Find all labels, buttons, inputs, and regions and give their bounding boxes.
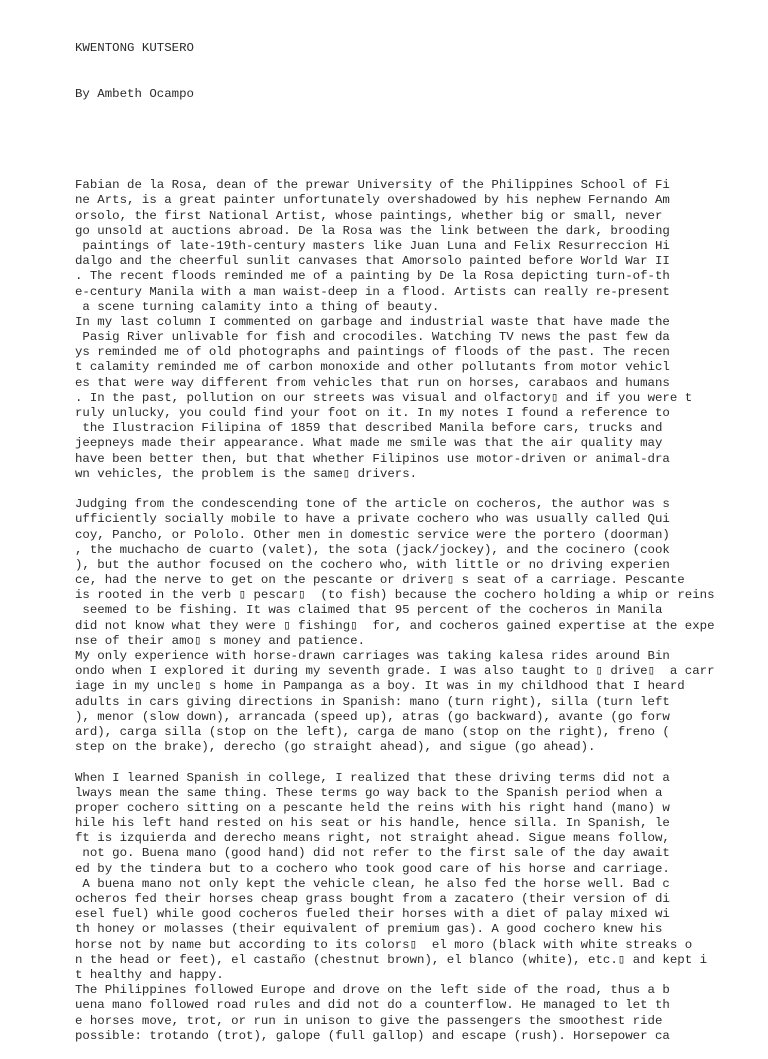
paragraph-line: step on the brake), derecho (go straight ahead), and sigue (go ahead). [75,740,596,755]
paragraph-line: proper cochero sitting on a pescante held the reins with his right hand (mano) w [75,800,670,815]
paragraph-line: n the head or feet), el castaño (chestnut brown), el blanco (white), etc.▯ and kept i [75,952,708,967]
paragraph-line: . The recent floods reminded me of a painting by De la Rosa depicting turn-of-th [75,269,670,284]
paragraph-line: coy, Pancho, or Pololo. Other men in domestic service were the portero (doorman) [75,527,670,542]
paragraph-line: orsolo, the first National Artist, whose paintings, whether big or small, never [75,208,663,223]
paragraph-line: lways mean the same thing. These terms go way back to the Spanish period when a [75,785,663,800]
paragraph-line: Judging from the condescending tone of the article on cocheros, the author was s [75,497,670,512]
paragraph-line: ufficiently socially mobile to have a private cochero who was usually called Qui [75,512,670,527]
paragraph-line: ocheros fed their horses cheap grass bought from a zacatero (their version of di [75,892,670,906]
paragraph-line: nse of their amo▯ s money and patience. [75,633,366,648]
paragraph-line: ondo when I explored it during my seventh grade. I was also taught to ▯ drive▯ a carr [75,664,715,679]
paragraph-line: ce, had the nerve to get on the pescante or driver▯ s seat of a carriage. Pescante [75,573,685,588]
paragraph-line: possible: trotando (trot), galope (full gallop) and escape (rush). Horsepower ca [75,1028,670,1043]
paragraph-line: jeepneys made their appearance. What made me smile was that the air quality may [75,436,663,451]
paragraph-line: In my last column I commented on garbage and industrial waste that have made the [75,314,670,329]
paragraph-line: ne Arts, is a great painter unfortunately overshadowed by his nephew Fernando Am [75,193,670,208]
paragraph-line: , the muchacho de cuarto (valet), the sota (jack/jockey), and the cocinero (cook [75,542,670,557]
paragraph-line: esel fuel) while good cocheros fueled their horses with a diet of palay mixed wi [75,907,670,922]
document-page [75,11,755,1059]
paragraph-line: wn vehicles, the problem is the same▯ drivers. [75,466,418,481]
paragraph-line: ed by the tindera but to a cochero who took good care of his horse and carriage. [75,861,670,876]
paragraph-line: Pasig River unlivable for fish and crocodiles. Watching TV news the past few da [75,330,670,345]
paragraph-line: My only experience with horse-drawn carriages was taking kalesa rides around Bin [75,649,670,663]
paragraph-line: A buena mano not only kept the vehicle clean, he also fed the horse well. Bad c [75,876,670,891]
paragraph-line: adults in cars giving directions in Spanish: mano (turn right), silla (turn left [75,694,670,709]
paragraph-line: the Ilustracion Filipina of 1859 that described Manila before cars, trucks and [75,421,663,436]
paragraph [75,497,755,649]
paragraph-line: a scene turning calamity into a thing of beauty. [75,299,440,314]
paragraph-line: not go. Buena mano (good hand) did not refer to the first sale of the day await [75,846,670,861]
paragraph [75,178,755,315]
paragraph-line: did not know what they were ▯ fishing▯ for, and cocheros gained expertise at the expe [75,618,715,633]
paragraph-line: ), menor (slow down), arrancada (speed up), atras (go backward), avante (go forw [75,709,670,724]
paragraph-line: ft is izquierda and derecho means right, not straight ahead. Sigue means follow, [75,831,670,846]
paragraph-line: have been better then, but that whether Filipinos use motor-driven or animal-dra [75,451,670,466]
paragraph-line: horse not by name but according to its colors▯ el moro (black with white streaks o [75,937,693,952]
paragraph-line: paintings of late-19th-century masters like Juan Luna and Felix Resurreccion Hi [75,238,670,253]
paragraph-line: es that were way different from vehicles that run on horses, carabaos and humans [75,375,670,390]
paragraph-line: hile his left hand rested on his seat or his handle, hence silla. In Spanish, le [75,816,670,831]
paragraph-line: iage in my uncle▯ s home in Pampanga as a boy. It was in my childhood that I heard [75,679,685,694]
paragraph-line: is rooted in the verb ▯ pescar▯ (to fish) because the cochero holding a whip or reins [75,588,715,603]
paragraph-line: dalgo and the cheerful sunlit canvases that Amorsolo painted before World War II [75,254,670,269]
paragraph-line: ard), carga silla (stop on the left), carga de mano (stop on the right), freno ( [75,724,670,739]
paragraph-line: ), but the author focused on the cochero who, with little or no driving experien [75,557,670,572]
paragraph [75,315,755,482]
paragraph-line: go unsold at auctions abroad. De la Rosa was the link between the dark, brooding [75,223,670,238]
paragraph-line: seemed to be fishing. It was claimed that 95 percent of the cocheros in Manila [75,603,663,618]
paragraph-line: The Philippines followed Europe and drove on the left side of the road, thus a b [75,983,670,998]
paragraph-line: t healthy and happy. [75,967,224,982]
paragraph-line: . In the past, pollution on our streets was visual and olfactory▯ and if you were t [75,390,693,405]
paragraph-gap [75,482,755,497]
paragraph-line: e horses move, trot, or run in unison to give the passengers the smoothest ride [75,1013,663,1028]
paragraph-line: ys reminded me of old photographs and paintings of floods of the past. The recen [75,345,670,360]
paragraph-line: ruly unlucky, you could find your foot on it. In my notes I found a reference to [75,406,670,420]
paragraph-gap [75,133,755,148]
paragraph-line: When I learned Spanish in college, I realized that these driving terms did not a [75,770,670,785]
paragraph-line: Fabian de la Rosa, dean of the prewar University of the Philippines School of Fi [75,178,670,193]
paragraph-line: th honey or molasses (their equivalent of premium gas). A good cochero knew his [75,922,663,937]
document-byline: By Ambeth Ocampo [75,87,194,101]
paragraph [75,771,755,984]
paragraph-line: uena mano followed road rules and did not do a counterflow. He managed to let th [75,998,670,1013]
paragraph [75,649,755,755]
document-title: KWENTONG KUTSERO [75,41,194,56]
document-body [75,178,755,1044]
paragraph-gap [75,755,755,770]
paragraph-line: t calamity reminded me of carbon monoxide and other pollutants from motor vehicl [75,360,670,375]
paragraph [75,983,755,1044]
paragraph-line: e-century Manila with a man waist-deep in a flood. Artists can really re-present [75,284,670,299]
